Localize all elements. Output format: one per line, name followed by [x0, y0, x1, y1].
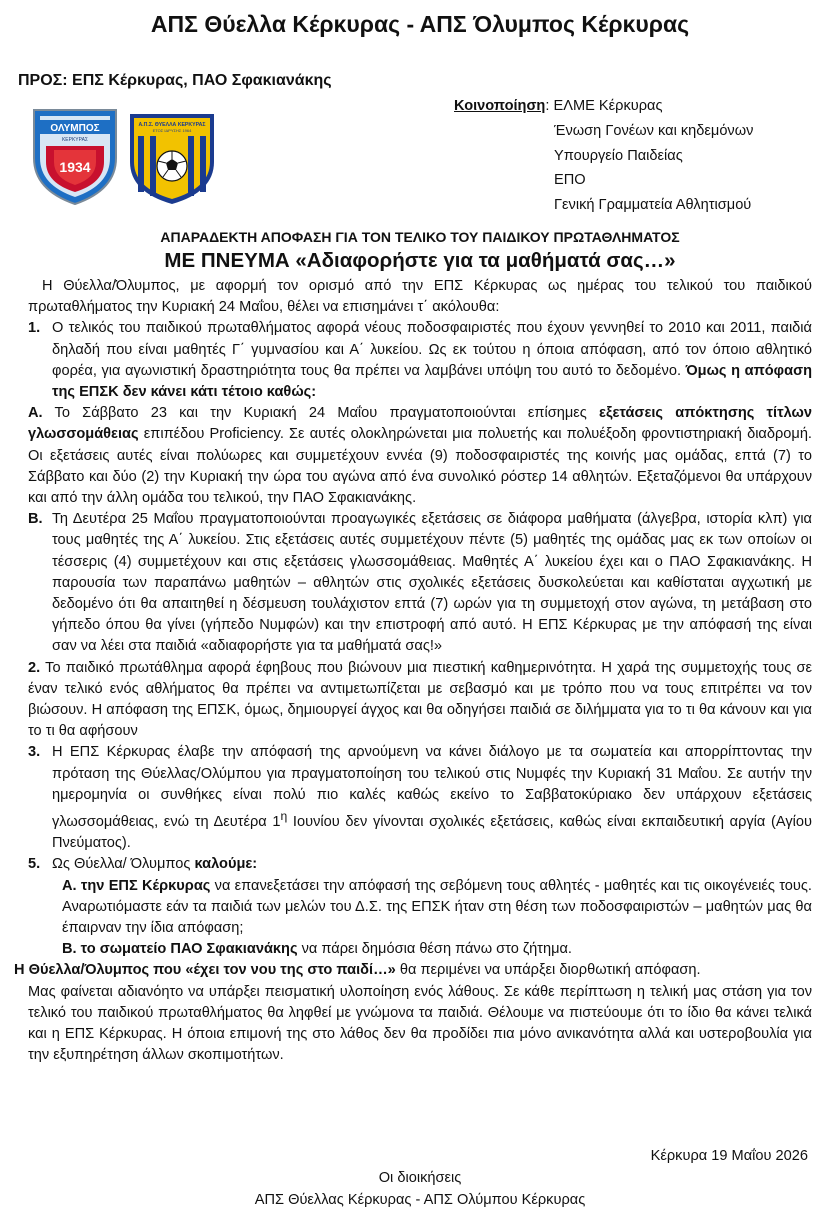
thyella-logo-text: Α.Π.Σ. ΘΥΕΛΛΑ ΚΕΡΚΥΡΑΣ	[138, 122, 206, 128]
point-5	[28, 854, 812, 875]
point-5-a-bold: την ΕΠΣ Κέρκυρας	[80, 877, 211, 894]
cc-item: ΕΠΟ	[554, 172, 586, 189]
signature-line-2: ΑΠΣ Θύελλας Κέρκυρας - ΑΠΣ Ολύμπου Κέρκυρας	[254, 1192, 586, 1208]
point-a-bold: εξετάσεις απόκτησης τίτλων γλωσσομάθειας	[28, 405, 813, 443]
point-3-sup: η	[280, 809, 288, 824]
page-title: ΑΠΣ Θύελλα Κέρκυρας - ΑΠΣ Όλυμπος Κέρκυρας	[150, 11, 690, 37]
cc-block	[454, 94, 753, 218]
point-5-a-text: να επανεξετάσει την απόφασή της σεβόμενη τους αθλητές - μαθητές και τις οικογένειές τους. Αναρωτιόμαστε εάν τα παιδιά των μελών του Δ.Σ. της ΕΠΣΚ ήταν στη θέση των ποδοσφαιριστών – μαθητών μας θα έπαιρναν την ίδια απόφαση;	[62, 877, 812, 936]
olympos-logo-text: ΟΛΥΜΠΟΣ	[50, 123, 100, 134]
notice-subheading: ΜΕ ΠΝΕΥΜΑ «Αδιαφορήστε για τα μαθήματά σας…»	[164, 249, 676, 272]
point-a	[28, 403, 812, 509]
point-2	[28, 658, 812, 743]
intro-paragraph: Η Θύελλα/Όλυμπος, με αφορμή τον ορισμό από την ΕΠΣ Κέρκυρας ως ημέρας του τελικού του παιδικού πρωταθλήματος την Κυριακή 24 Μαΐου, θέλει να επισημάνει τ΄ ακόλουθα:	[28, 278, 812, 316]
notice-heading: ΑΠΑΡΑΔΕΚΤΗ ΑΠΟΦΑΣΗ ΓΙΑ ΤΟΝ ΤΕΛΙΚΟ ΤΟΥ ΠΑΙΔΙΚΟΥ ΠΡΩΤΑΘΛΗΜΑΤΟΣ	[160, 229, 680, 245]
point-5-text-1: Ως Θύελλα/ Όλυμπος	[52, 856, 195, 873]
cc-label: Κοινοποίηση	[454, 98, 546, 114]
point-5-text	[52, 854, 812, 875]
point-a-text-2: επιπέδου Proficiency. Σε αυτές ολοκληρώνεται μια πολυετής και πολυέξοδη φροντιστηριακή διαδρομή. Οι εξετάσεις αυτές είναι πολύωρες και συμμετέχουν εννέα (9) ποδοσφαιριστές της κοινής μας ομάδας, επτά (7) το Σάββατο και δύο (2) την Κυριακή την ώρα του αγώνα από ένα συνολικό ρόστερ 14 αθλητών. Εξεταζόμενοι θα υπάρχουν και από την άλλη ομάδα του τελικού, την ΠΑΟ Σφακιανάκης.	[28, 426, 812, 507]
cc-item: Γενική Γραμματεία Αθλητισμού	[554, 197, 752, 214]
olympos-logo	[34, 110, 116, 204]
closing-text-1: θα περιμένει να υπάρξει διορθωτική απόφαση.	[395, 962, 701, 979]
point-3-text	[52, 742, 812, 854]
cc-item: Υπουργείο Παιδείας	[554, 147, 683, 164]
closing-bold: Η Θύελλα/Όλυμπος που «έχει τον νου της στο παιδί…»	[14, 962, 396, 979]
recipients: ΠΡΟΣ: ΕΠΣ Κέρκυρας, ΠΑΟ Σφακιανάκης	[18, 72, 332, 89]
point-5-b-bold: το σωματείο ΠΑΟ Σφακιανάκης	[80, 941, 298, 958]
point-5-a	[28, 876, 812, 940]
point-number: 1.	[28, 320, 41, 337]
point-5-b-label: Β.	[62, 941, 77, 958]
point-b-label: Β.	[28, 511, 43, 528]
point-3	[28, 742, 812, 854]
point-text	[52, 318, 812, 403]
point-b	[28, 509, 812, 657]
olympos-logo-sub: ΚΕΡΚΥΡΑΣ	[61, 137, 89, 143]
point-a-text: Το Σάββατο 23 και την Κυριακή 24 Μαΐου πραγματοποιούνται επίσημες	[42, 405, 600, 422]
thyella-logo-sub: ΕΤΟΣ ΙΔΡΥΣΗΣ 1964	[152, 128, 192, 133]
point-3-text-2: Ιουνίου δεν γίνονται σχολικές εξετάσεις, καθώς είναι εκπαιδευτική αργία (Αγίου Πνεύματος).	[52, 813, 812, 852]
thyella-logo	[130, 114, 214, 204]
olympos-logo-year: 1934	[59, 159, 91, 175]
letter-body	[14, 276, 813, 1066]
point-5-number: 5.	[28, 856, 41, 873]
point-5-bold: καλούμε:	[194, 856, 258, 873]
point-a-label: Α.	[28, 405, 43, 422]
point-5-a-label: Α.	[62, 877, 77, 894]
point-3-text-1: Η ΕΠΣ Κέρκυρας έλαβε την απόφασή της αρνούμενη να κάνει διάλογο με τα σωματεία και απορρίπτοντας την πρόταση της Θύελλας/Ολύμπου για πραγματοποίηση του τελικού στις Νυμφές την Κυριακή 31 Μαΐου. Σε αυτήν την ημερομηνία οι συνθήκες είναι πολύ πιο καλές καθώς εκείνο το Σαββατοκύριακο δεν υπάρχουν εξετάσεις γλωσσομάθειας, ενώ τη Δευτέρα 1	[52, 744, 812, 830]
point-1-bold: Όμως η απόφαση της ΕΠΣΚ δεν κάνει κάτι τέτοιο καθώς:	[52, 362, 812, 401]
point-1	[28, 318, 812, 403]
cc-label-row: Κοινοποίηση: ΕΛΜΕ Κέρκυρας	[454, 98, 663, 114]
point-2-text: Το παιδικό πρωτάθλημα αφορά έφηβους που βιώνουν μια πιεστική καθημερινότητα. Η χαρά της συμμετοχής τους σε έναν τελικό ενός αθλήματος θα πρέπει να αντιμετωπίζεται με σεβασμό και με τρόπο που να τους επιτρέπει να τον βιώσουν. Η απόφαση της ΕΠΣΚ, όμως, δημιουργεί άγχος και θα οδηγήσει παιδιά σε διλήμματα για το τι θα κάνουν και για το τι θα αφήσουν	[28, 659, 812, 740]
point-5-b	[28, 939, 812, 960]
point-2-number: 2.	[28, 659, 41, 676]
letter-date: Κέρκυρα 19 Μαΐου 2026	[650, 1148, 808, 1164]
signature-line-1: Οι διοικήσεις	[378, 1170, 462, 1186]
signature	[0, 1167, 840, 1211]
point-b-text: Τη Δευτέρα 25 Μαΐου πραγματοποιούνται προαγωγικές εξετάσεις σε διάφορα μαθήματα (άλγεβρα, ιστορία κλπ) για τους μαθητές της Α΄ λυκείου. Στις εξετάσεις αυτές συμμετέχουν πέντε (5) μαθητές της ομάδας μας εκ των οποίων οι τέσσερις (4) συμμετέχουν και στις εξετάσεις γλωσσομάθειας. Μαθητές Α΄ λυκείου έχει και ο ΠΑΟ Σφακιανάκης. Η παρουσία των παραπάνω μαθητών – αθλητών στις σχολικές εξετάσεις δυσκολεύεται και καθίσταται αγχωτική με δεδομένο ότι θα απαιτηθεί η δέσμευση τουλάχιστον επτά (7) ωρών για τη συμμετοχή στον αγώνα, τη μετάβαση στο γήπεδο όπου θα γίνει (γήπεδο Νυμφών) και την επιστροφή από αυτό. Η ΕΠΣ Κέρκυρας με την απόφασή της είναι σαν να λέει στα παιδιά «αδιαφορήστε για τα μαθήματά σας!»	[52, 511, 812, 655]
point-1-text: Ο τελικός του παιδικού πρωταθλήματος αφορά νέους ποδοσφαιριστές που έχουν γεννηθεί το 2010 και 2011, παιδιά δηλαδή που είναι μαθητές Γ΄ γυμνασίου και Α΄ λυκείου. Ως εκ τούτου η όποια απόφαση, από τον όποιο αθλητικό φορέα, για αγωνιστική δραστηριότητα τους θα πρέπει να λαμβάνει υπόψη του αυτό το δεδομένο.	[52, 320, 812, 379]
cc-item: Ένωση Γονέων και κηδεμόνων	[554, 122, 754, 139]
closing-paragraph	[14, 960, 812, 981]
cc-item: ΕΛΜΕ Κέρκυρας	[553, 98, 663, 114]
closing-paragraph-rest: Μας φαίνεται αδιανόητο να υπάρξει πεισματική υλοποίηση ενός λάθους. Σε κάθε περίπτωση η τελική μας στάση για τον τελικό του παιδικού πρωταθλήματος θα ληφθεί με γνώμονα τα παιδιά. Θέλουμε να πιστεύουμε ότι το ίδιο θα κάνει τελικά και η ΕΠΣ Κέρκυρας. Η όποια επιμονή της στο λάθος δεν θα προδίδει πια μόνο ανικανότητα αλλά και υστεροβουλία για την εξυπηρέτηση άλλων σκοπιμοτήτων.	[28, 983, 812, 1064]
point-3-number: 3.	[28, 744, 41, 761]
club-logos	[30, 106, 220, 206]
club-logos-svg	[30, 106, 220, 206]
point-5-b-text: να πάρει δημόσια θέση πάνω στο ζήτημα.	[297, 941, 572, 958]
